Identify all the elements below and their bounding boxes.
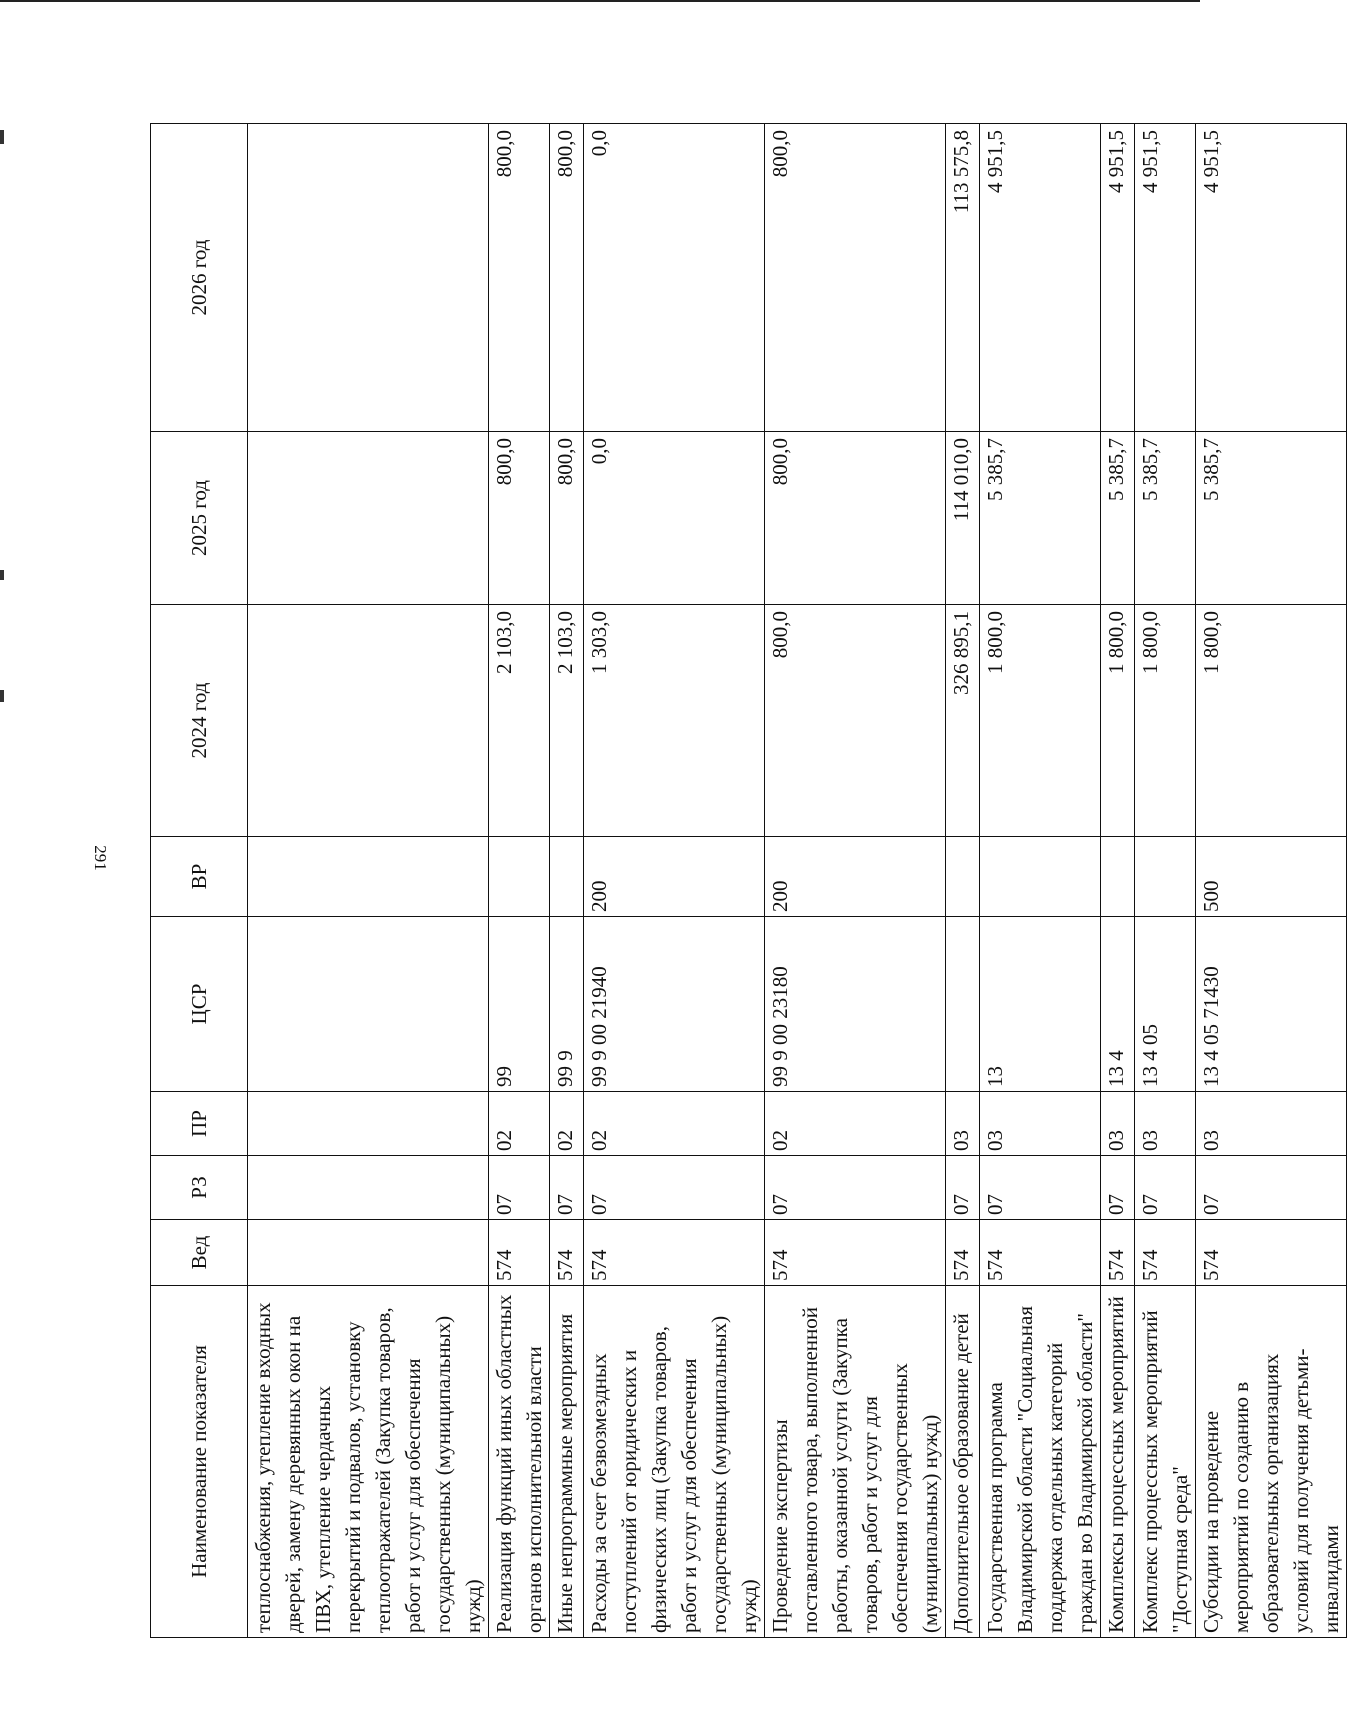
cell-csr: 99 9 00 23180 [765, 917, 946, 1092]
table-header-row [151, 124, 248, 1638]
header-2025: 2025 год [151, 432, 248, 605]
cell-vr [980, 837, 1101, 917]
cell-csr: 99 [489, 917, 550, 1092]
cell-2024: 1 800,0 [980, 605, 1101, 837]
table-row [765, 124, 946, 1638]
header-2026: 2026 год [151, 124, 248, 432]
cell-pr: 02 [489, 1092, 550, 1156]
cell-ved: 574 [550, 1220, 584, 1286]
cell-csr: 99 9 [550, 917, 584, 1092]
cell-name: Проведение экспертизы поставленного товара, выполненной работы, оказанной услуги (Закупка товаров, работ и услуг для обеспечения государственных (муниципальных) нужд) [765, 1286, 946, 1638]
cell-ved: 574 [1135, 1220, 1196, 1286]
cell-ved [248, 1220, 489, 1286]
cell-pr: 02 [584, 1092, 765, 1156]
cell-pr: 03 [946, 1092, 980, 1156]
cell-vr [1101, 837, 1135, 917]
cell-csr: 13 4 05 71430 [1196, 917, 1347, 1092]
cell-2025: 5 385,7 [1135, 432, 1196, 605]
cell-name: Субсидии на проведение мероприятий по созданию в образовательных организациях условий для получения детьми-инвалидами [1196, 1286, 1347, 1638]
cell-2025 [248, 432, 489, 605]
cell-name: Комплекс процессных мероприятий "Доступная среда" [1135, 1286, 1196, 1638]
cell-vr [1135, 837, 1196, 917]
cell-csr [248, 917, 489, 1092]
cell-name: теплоснабжения, утепление входных дверей, замену деревянных окон на ПВХ, утепление чердачных перекрытий и подвалов, установку теплоотражателей (Закупка товаров, работ и услуг для обеспечения государственных (муниципальных) нужд) [248, 1286, 489, 1638]
scan-edge [0, 0, 1200, 2]
cell-name: Государственная программа Владимирской области "Социальная поддержка отдельных категорий граждан во Владимирской области" [980, 1286, 1101, 1638]
table-row [584, 124, 765, 1638]
cell-vr: 500 [1196, 837, 1347, 917]
cell-2026 [248, 124, 489, 432]
page-number: 291 [91, 845, 110, 871]
cell-csr: 99 9 00 21940 [584, 917, 765, 1092]
cell-2024: 1 800,0 [1135, 605, 1196, 837]
cell-pr: 03 [980, 1092, 1101, 1156]
cell-2026: 0,0 [584, 124, 765, 432]
cell-2026: 800,0 [765, 124, 946, 432]
cell-rz: 07 [489, 1156, 550, 1220]
table-row [1196, 124, 1347, 1638]
cell-pr: 02 [550, 1092, 584, 1156]
cell-name: Комплексы процессных мероприятий [1101, 1286, 1135, 1638]
cell-rz: 07 [1196, 1156, 1347, 1220]
cell-2024: 2 103,0 [489, 605, 550, 837]
scan-mark [0, 690, 4, 702]
cell-2025: 5 385,7 [1101, 432, 1135, 605]
cell-pr: 03 [1101, 1092, 1135, 1156]
cell-2024: 800,0 [765, 605, 946, 837]
cell-2026: 4 951,5 [1135, 124, 1196, 432]
cell-ved: 574 [946, 1220, 980, 1286]
cell-vr: 200 [765, 837, 946, 917]
cell-csr: 13 4 05 [1135, 917, 1196, 1092]
cell-name: Иные непрограммные мероприятия [550, 1286, 584, 1638]
cell-name: Расходы за счет безвозмездных поступлений от юридических и физических лиц (Закупка товаров, работ и услуг для обеспечения государственных (муниципальных) нужд) [584, 1286, 765, 1638]
cell-pr: 03 [1196, 1092, 1347, 1156]
cell-ved: 574 [584, 1220, 765, 1286]
cell-2026: 800,0 [489, 124, 550, 432]
cell-ved: 574 [1101, 1220, 1135, 1286]
header-csr: ЦСР [151, 917, 248, 1092]
cell-vr [946, 837, 980, 917]
cell-2025: 800,0 [550, 432, 584, 605]
cell-ved: 574 [980, 1220, 1101, 1286]
scan-mark [0, 570, 4, 580]
cell-rz: 07 [765, 1156, 946, 1220]
cell-csr: 13 [980, 917, 1101, 1092]
cell-rz: 07 [1135, 1156, 1196, 1220]
cell-2026: 4 951,5 [1196, 124, 1347, 432]
table-row [248, 124, 489, 1638]
table-row [946, 124, 980, 1638]
cell-2024: 1 800,0 [1101, 605, 1135, 837]
header-2024: 2024 год [151, 605, 248, 837]
cell-2025: 0,0 [584, 432, 765, 605]
cell-vr: 200 [584, 837, 765, 917]
cell-rz: 07 [584, 1156, 765, 1220]
cell-2026: 4 951,5 [1101, 124, 1135, 432]
cell-2026: 4 951,5 [980, 124, 1101, 432]
cell-rz: 07 [550, 1156, 584, 1220]
cell-2025: 5 385,7 [1196, 432, 1347, 605]
scan-mark [0, 130, 4, 144]
cell-2026: 800,0 [550, 124, 584, 432]
cell-2025: 800,0 [489, 432, 550, 605]
cell-name: Дополнительное образование детей [946, 1286, 980, 1638]
cell-vr [248, 837, 489, 917]
cell-ved: 574 [1196, 1220, 1347, 1286]
cell-pr: 03 [1135, 1092, 1196, 1156]
header-vr: ВР [151, 837, 248, 917]
header-pr: ПР [151, 1092, 248, 1156]
header-ved: Вед [151, 1220, 248, 1286]
table-row [1101, 124, 1135, 1638]
cell-2024: 1 800,0 [1196, 605, 1347, 837]
table-row [980, 124, 1101, 1638]
cell-ved: 574 [489, 1220, 550, 1286]
cell-vr [489, 837, 550, 917]
cell-rz: 07 [980, 1156, 1101, 1220]
table-row [1135, 124, 1196, 1638]
cell-csr [946, 917, 980, 1092]
cell-name: Реализация функций иных областных органов исполнительной власти [489, 1286, 550, 1638]
cell-vr [550, 837, 584, 917]
cell-2024 [248, 605, 489, 837]
cell-pr [248, 1092, 489, 1156]
cell-2024: 326 895,1 [946, 605, 980, 837]
cell-2024: 2 103,0 [550, 605, 584, 837]
cell-2025: 114 010,0 [946, 432, 980, 605]
cell-2024: 1 303,0 [584, 605, 765, 837]
budget-table-sheet [150, 124, 1343, 1638]
header-rz: РЗ [151, 1156, 248, 1220]
cell-2026: 113 575,8 [946, 124, 980, 432]
cell-rz: 07 [1101, 1156, 1135, 1220]
cell-2025: 5 385,7 [980, 432, 1101, 605]
table-row [489, 124, 550, 1638]
cell-rz: 07 [946, 1156, 980, 1220]
header-name: Наименование показателя [151, 1286, 248, 1638]
cell-rz [248, 1156, 489, 1220]
cell-pr: 02 [765, 1092, 946, 1156]
cell-csr: 13 4 [1101, 917, 1135, 1092]
budget-table [150, 123, 1347, 1638]
cell-2025: 800,0 [765, 432, 946, 605]
cell-ved: 574 [765, 1220, 946, 1286]
table-row [550, 124, 584, 1638]
